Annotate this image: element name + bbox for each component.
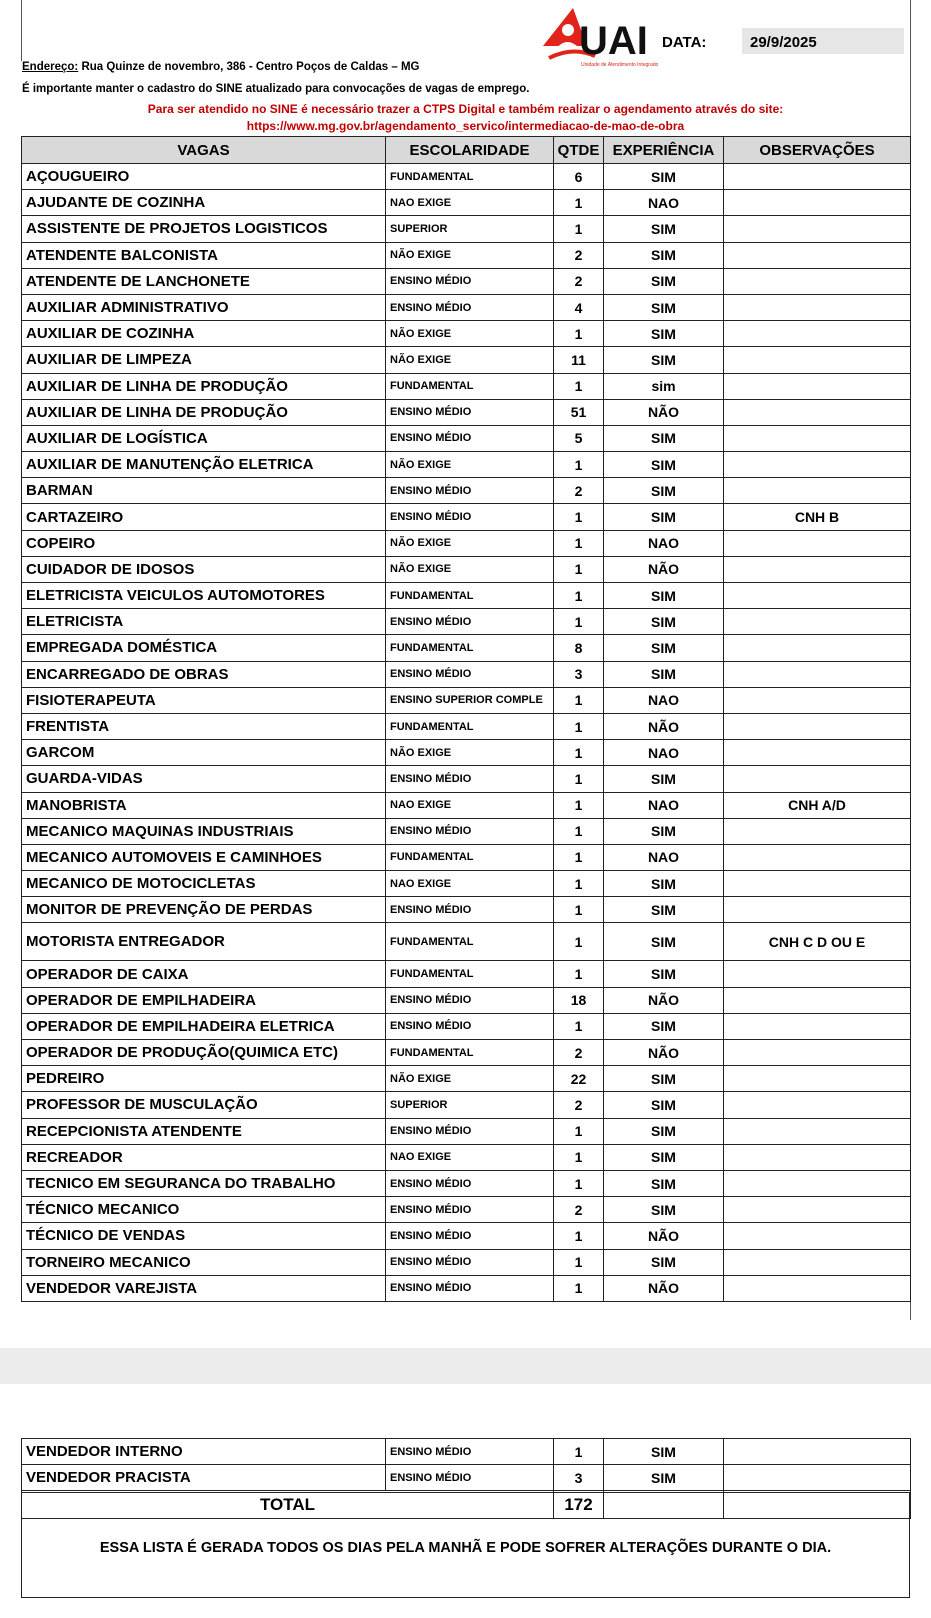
education-cell: NÃO EXIGE <box>386 740 554 766</box>
experience-cell: SIM <box>604 478 724 504</box>
quantity-cell: 1 <box>554 609 604 635</box>
education-cell: ENSINO MÉDIO <box>386 1275 554 1301</box>
education-cell: NÃO EXIGE <box>386 556 554 582</box>
observations-cell <box>724 1223 911 1249</box>
job-title-cell: TÉCNICO MECANICO <box>22 1197 386 1223</box>
observations-cell: CNH B <box>724 504 911 530</box>
job-title-cell: OPERADOR DE EMPILHADEIRA ELETRICA <box>22 1013 386 1039</box>
education-cell: SUPERIOR <box>386 1092 554 1118</box>
table-row <box>22 425 911 451</box>
jobs-table <box>21 136 911 1302</box>
job-title-cell: VENDEDOR VAREJISTA <box>22 1275 386 1301</box>
job-title-cell: AUXILIAR DE LOGÍSTICA <box>22 425 386 451</box>
education-cell: ENSINO MÉDIO <box>386 987 554 1013</box>
job-title-cell: BARMAN <box>22 478 386 504</box>
experience-cell: SIM <box>604 1439 724 1465</box>
education-cell: ENSINO MÉDIO <box>386 478 554 504</box>
observations-cell <box>724 190 911 216</box>
education-cell: NÃO EXIGE <box>386 530 554 556</box>
education-cell: NÃO EXIGE <box>386 347 554 373</box>
quantity-cell: 5 <box>554 425 604 451</box>
table-row <box>22 242 911 268</box>
quantity-cell: 1 <box>554 556 604 582</box>
education-cell: ENSINO MÉDIO <box>386 609 554 635</box>
observations-cell <box>724 268 911 294</box>
observations-cell <box>724 478 911 504</box>
total-value: 172 <box>554 1491 604 1519</box>
job-title-cell: RECREADOR <box>22 1144 386 1170</box>
experience-cell: SIM <box>604 1013 724 1039</box>
education-cell: ENSINO MÉDIO <box>386 504 554 530</box>
daily-update-note: ESSA LISTA É GERADA TODOS OS DIAS PELA MANHÃ E PODE SOFRER ALTERAÇÕES DURANTE O DIA. <box>99 1540 832 1556</box>
table-row <box>22 871 911 897</box>
observations-cell <box>724 321 911 347</box>
experience-cell: NÃO <box>604 1275 724 1301</box>
education-cell: FUNDAMENTAL <box>386 635 554 661</box>
table-row <box>22 1275 911 1301</box>
quantity-cell: 1 <box>554 1275 604 1301</box>
observations-cell <box>724 583 911 609</box>
experience-cell: SIM <box>604 504 724 530</box>
table-row <box>22 923 911 961</box>
quantity-cell: 1 <box>554 818 604 844</box>
table-row <box>22 1066 911 1092</box>
experience-cell: NÃO <box>604 556 724 582</box>
quantity-cell: 1 <box>554 504 604 530</box>
experience-cell: SIM <box>604 242 724 268</box>
experience-cell: NAO <box>604 844 724 870</box>
observations-cell <box>724 242 911 268</box>
job-title-cell: TECNICO EM SEGURANCA DO TRABALHO <box>22 1170 386 1196</box>
observations-cell <box>724 425 911 451</box>
job-title-cell: VENDEDOR INTERNO <box>22 1439 386 1465</box>
quantity-cell: 2 <box>554 478 604 504</box>
quantity-cell: 2 <box>554 1092 604 1118</box>
education-cell: NAO EXIGE <box>386 871 554 897</box>
experience-cell: SIM <box>604 216 724 242</box>
experience-cell: SIM <box>604 1118 724 1144</box>
experience-cell: NÃO <box>604 987 724 1013</box>
observations-cell <box>724 740 911 766</box>
quantity-cell: 1 <box>554 844 604 870</box>
observations-cell <box>724 661 911 687</box>
education-cell: NÃO EXIGE <box>386 452 554 478</box>
quantity-cell: 22 <box>554 1066 604 1092</box>
observations-cell <box>724 452 911 478</box>
experience-cell: SIM <box>604 897 724 923</box>
education-cell: ENSINO MÉDIO <box>386 897 554 923</box>
quantity-cell: 11 <box>554 347 604 373</box>
job-title-cell: ELETRICISTA <box>22 609 386 635</box>
observations-cell <box>724 556 911 582</box>
experience-cell: SIM <box>604 1197 724 1223</box>
table-header-row <box>22 137 911 164</box>
education-cell: FUNDAMENTAL <box>386 373 554 399</box>
table-row <box>22 321 911 347</box>
observations-cell <box>724 818 911 844</box>
table-row <box>22 452 911 478</box>
job-title-cell: EMPREGADA DOMÉSTICA <box>22 635 386 661</box>
date-value: 29/9/2025 <box>750 34 817 51</box>
observations-cell <box>724 713 911 739</box>
uai-person-logo-icon <box>543 6 661 70</box>
table-row <box>22 164 911 190</box>
quantity-cell: 1 <box>554 321 604 347</box>
job-title-cell: TORNEIRO MECANICO <box>22 1249 386 1275</box>
experience-cell: SIM <box>604 1465 724 1491</box>
job-title-cell: MONITOR DE PREVENÇÃO DE PERDAS <box>22 897 386 923</box>
header-observacoes: OBSERVAÇÕES <box>724 137 911 164</box>
education-cell: ENSINO MÉDIO <box>386 766 554 792</box>
experience-cell: SIM <box>604 609 724 635</box>
quantity-cell: 3 <box>554 1465 604 1491</box>
quantity-cell: 1 <box>554 1144 604 1170</box>
table-row <box>22 504 911 530</box>
education-cell: NÃO EXIGE <box>386 242 554 268</box>
education-cell: FUNDAMENTAL <box>386 961 554 987</box>
observations-cell <box>724 687 911 713</box>
job-title-cell: TÉCNICO DE VENDAS <box>22 1223 386 1249</box>
job-title-cell: ENCARREGADO DE OBRAS <box>22 661 386 687</box>
experience-cell: sim <box>604 373 724 399</box>
education-cell: ENSINO MÉDIO <box>386 1197 554 1223</box>
experience-cell: SIM <box>604 661 724 687</box>
warning-line: Para ser atendido no SINE é necessário trazer a CTPS Digital e também realizar o agendamento através do site: <box>147 102 784 116</box>
job-title-cell: AUXILIAR ADMINISTRATIVO <box>22 294 386 320</box>
note-box <box>21 1492 910 1598</box>
observations-cell <box>724 1170 911 1196</box>
table-row <box>22 347 911 373</box>
job-title-cell: AJUDANTE DE COZINHA <box>22 190 386 216</box>
table-row <box>22 478 911 504</box>
table-row <box>22 961 911 987</box>
table-row <box>22 1118 911 1144</box>
quantity-cell: 3 <box>554 661 604 687</box>
quantity-cell: 1 <box>554 766 604 792</box>
table-row <box>22 530 911 556</box>
observations-cell <box>724 766 911 792</box>
observations-cell <box>724 961 911 987</box>
page-border-left <box>21 0 22 61</box>
job-title-cell: MANOBRISTA <box>22 792 386 818</box>
education-cell: ENSINO MÉDIO <box>386 661 554 687</box>
experience-cell: SIM <box>604 321 724 347</box>
education-cell: ENSINO MÉDIO <box>386 1249 554 1275</box>
quantity-cell: 1 <box>554 961 604 987</box>
observations-cell <box>724 373 911 399</box>
table-row <box>22 1170 911 1196</box>
experience-cell: SIM <box>604 452 724 478</box>
education-cell: ENSINO MÉDIO <box>386 818 554 844</box>
quantity-cell: 1 <box>554 1249 604 1275</box>
observations-cell <box>724 1465 911 1491</box>
experience-cell: SIM <box>604 871 724 897</box>
job-title-cell: RECEPCIONISTA ATENDENTE <box>22 1118 386 1144</box>
experience-cell: SIM <box>604 1144 724 1170</box>
job-title-cell: ELETRICISTA VEICULOS AUTOMOTORES <box>22 583 386 609</box>
table-row <box>22 609 911 635</box>
table-row <box>22 818 911 844</box>
observations-cell <box>724 1118 911 1144</box>
page-break-gap <box>0 1348 931 1384</box>
table-row <box>22 1144 911 1170</box>
experience-cell: SIM <box>604 1092 724 1118</box>
education-cell: FUNDAMENTAL <box>386 713 554 739</box>
quantity-cell: 2 <box>554 242 604 268</box>
observations-cell <box>724 871 911 897</box>
observations-cell <box>724 1092 911 1118</box>
logo-text: UAI <box>579 19 648 63</box>
job-title-cell: OPERADOR DE PRODUÇÃO(QUIMICA ETC) <box>22 1040 386 1066</box>
job-title-cell: FRENTISTA <box>22 713 386 739</box>
table-row <box>22 1197 911 1223</box>
job-title-cell: GARCOM <box>22 740 386 766</box>
job-title-cell: MECANICO MAQUINAS INDUSTRIAIS <box>22 818 386 844</box>
table-row <box>22 399 911 425</box>
table-row <box>22 635 911 661</box>
experience-cell: NÃO <box>604 399 724 425</box>
experience-cell: SIM <box>604 818 724 844</box>
quantity-cell: 1 <box>554 1118 604 1144</box>
education-cell: NÃO EXIGE <box>386 321 554 347</box>
quantity-cell: 6 <box>554 164 604 190</box>
quantity-cell: 1 <box>554 216 604 242</box>
quantity-cell: 2 <box>554 268 604 294</box>
observations-cell <box>724 1013 911 1039</box>
job-title-cell: MOTORISTA ENTREGADOR <box>22 923 386 961</box>
quantity-cell: 18 <box>554 987 604 1013</box>
header-qtde: QTDE <box>554 137 604 164</box>
quantity-cell: 4 <box>554 294 604 320</box>
quantity-cell: 1 <box>554 713 604 739</box>
table-row <box>22 373 911 399</box>
observations-cell <box>724 1275 911 1301</box>
observations-cell <box>724 1197 911 1223</box>
education-cell: ENSINO MÉDIO <box>386 1439 554 1465</box>
quantity-cell: 2 <box>554 1040 604 1066</box>
experience-cell: SIM <box>604 635 724 661</box>
education-cell: ENSINO MÉDIO <box>386 1465 554 1491</box>
experience-cell: SIM <box>604 766 724 792</box>
job-title-cell: COPEIRO <box>22 530 386 556</box>
table-row <box>22 268 911 294</box>
observations-cell <box>724 347 911 373</box>
education-cell: FUNDAMENTAL <box>386 164 554 190</box>
experience-cell: NAO <box>604 740 724 766</box>
table-row <box>22 740 911 766</box>
job-title-cell: OPERADOR DE CAIXA <box>22 961 386 987</box>
table-row <box>22 583 911 609</box>
education-cell: FUNDAMENTAL <box>386 923 554 961</box>
table-row <box>22 792 911 818</box>
experience-cell: SIM <box>604 1066 724 1092</box>
experience-cell: SIM <box>604 347 724 373</box>
education-cell: ENSINO MÉDIO <box>386 399 554 425</box>
quantity-cell: 1 <box>554 190 604 216</box>
observations-cell <box>724 1144 911 1170</box>
education-cell: NÃO EXIGE <box>386 1066 554 1092</box>
quantity-cell: 1 <box>554 1223 604 1249</box>
table-row <box>22 987 911 1013</box>
experience-cell: SIM <box>604 961 724 987</box>
job-title-cell: CUIDADOR DE IDOSOS <box>22 556 386 582</box>
quantity-cell: 1 <box>554 452 604 478</box>
uai-logo <box>543 6 661 70</box>
address-label: Endereço: <box>22 61 79 73</box>
experience-cell: NAO <box>604 530 724 556</box>
table-row <box>22 1040 911 1066</box>
experience-cell: SIM <box>604 923 724 961</box>
education-cell: ENSINO MÉDIO <box>386 268 554 294</box>
job-title-cell: MECANICO AUTOMOVEIS E CAMINHOES <box>22 844 386 870</box>
observations-cell <box>724 1439 911 1465</box>
table-row <box>22 844 911 870</box>
job-title-cell: ATENDENTE BALCONISTA <box>22 242 386 268</box>
education-cell: ENSINO SUPERIOR COMPLE <box>386 687 554 713</box>
experience-cell: SIM <box>604 425 724 451</box>
observations-cell <box>724 609 911 635</box>
observations-cell <box>724 216 911 242</box>
experience-cell: SIM <box>604 164 724 190</box>
observations-cell: CNH A/D <box>724 792 911 818</box>
scheduling-link[interactable]: https://www.mg.gov.br/agendamento_servico/intermediacao-de-mao-de-obra <box>246 119 685 133</box>
experience-cell: SIM <box>604 268 724 294</box>
header-experiencia: EXPERIÊNCIA <box>604 137 724 164</box>
header-escolaridade: ESCOLARIDADE <box>386 137 554 164</box>
experience-cell: SIM <box>604 583 724 609</box>
quantity-cell: 1 <box>554 1439 604 1465</box>
quantity-cell: 1 <box>554 373 604 399</box>
table-row <box>22 661 911 687</box>
table-row <box>22 1439 911 1465</box>
education-cell: FUNDAMENTAL <box>386 1040 554 1066</box>
education-cell: FUNDAMENTAL <box>386 583 554 609</box>
education-cell: ENSINO MÉDIO <box>386 1013 554 1039</box>
observations-cell <box>724 635 911 661</box>
table-row <box>22 1465 911 1491</box>
observations-cell <box>724 164 911 190</box>
job-title-cell: AUXILIAR DE LINHA DE PRODUÇÃO <box>22 373 386 399</box>
quantity-cell: 1 <box>554 897 604 923</box>
job-title-cell: CARTAZEIRO <box>22 504 386 530</box>
table-row <box>22 1013 911 1039</box>
header-vagas: VAGAS <box>22 137 386 164</box>
experience-cell: NAO <box>604 792 724 818</box>
experience-cell: NÃO <box>604 1040 724 1066</box>
date-label: DATA: <box>662 34 707 51</box>
quantity-cell: 2 <box>554 1197 604 1223</box>
job-title-cell: MECANICO DE MOTOCICLETAS <box>22 871 386 897</box>
experience-cell: NÃO <box>604 1223 724 1249</box>
experience-cell: NÃO <box>604 713 724 739</box>
experience-cell: SIM <box>604 1249 724 1275</box>
quantity-cell: 8 <box>554 635 604 661</box>
job-title-cell: PEDREIRO <box>22 1066 386 1092</box>
job-title-cell: VENDEDOR PRACISTA <box>22 1465 386 1491</box>
observations-cell <box>724 1040 911 1066</box>
quantity-cell: 1 <box>554 1170 604 1196</box>
experience-cell: NAO <box>604 190 724 216</box>
experience-cell: NAO <box>604 687 724 713</box>
job-title-cell: GUARDA-VIDAS <box>22 766 386 792</box>
job-title-cell: AUXILIAR DE LINHA DE PRODUÇÃO <box>22 399 386 425</box>
education-cell: ENSINO MÉDIO <box>386 1118 554 1144</box>
observations-cell <box>724 530 911 556</box>
observations-cell <box>724 399 911 425</box>
observations-cell <box>724 1249 911 1275</box>
quantity-cell: 1 <box>554 1013 604 1039</box>
table-row <box>22 897 911 923</box>
table-row <box>22 190 911 216</box>
table-row <box>22 687 911 713</box>
education-cell: NAO EXIGE <box>386 1144 554 1170</box>
quantity-cell: 1 <box>554 923 604 961</box>
job-title-cell: ASSISTENTE DE PROJETOS LOGISTICOS <box>22 216 386 242</box>
table-row <box>22 766 911 792</box>
job-title-cell: PROFESSOR DE MUSCULAÇÃO <box>22 1092 386 1118</box>
observations-cell <box>724 987 911 1013</box>
quantity-cell: 1 <box>554 792 604 818</box>
education-cell: ENSINO MÉDIO <box>386 294 554 320</box>
address <box>22 61 420 73</box>
job-title-cell: AÇOUGUEIRO <box>22 164 386 190</box>
job-title-cell: ATENDENTE DE LANCHONETE <box>22 268 386 294</box>
table-row <box>22 1092 911 1118</box>
education-cell: ENSINO MÉDIO <box>386 1170 554 1196</box>
important-note: É importante manter o cadastro do SINE atualizado para convocações de vagas de emprego. <box>22 83 530 95</box>
table-row <box>22 713 911 739</box>
job-title-cell: OPERADOR DE EMPILHADEIRA <box>22 987 386 1013</box>
education-cell: FUNDAMENTAL <box>386 844 554 870</box>
quantity-cell: 1 <box>554 583 604 609</box>
experience-cell: SIM <box>604 294 724 320</box>
observations-cell <box>724 844 911 870</box>
table-row <box>22 294 911 320</box>
table-row <box>22 556 911 582</box>
observations-cell <box>724 1066 911 1092</box>
table-row <box>22 1249 911 1275</box>
total-label: TOTAL <box>22 1491 554 1519</box>
table-row <box>22 216 911 242</box>
education-cell: NAO EXIGE <box>386 190 554 216</box>
job-title-cell: FISIOTERAPEUTA <box>22 687 386 713</box>
job-title-cell: AUXILIAR DE MANUTENÇÃO ELETRICA <box>22 452 386 478</box>
education-cell: NAO EXIGE <box>386 792 554 818</box>
observations-cell: CNH C D OU E <box>724 923 911 961</box>
observations-cell <box>724 294 911 320</box>
address-text: Rua Quinze de novembro, 386 - Centro Poços de Caldas – MG <box>78 61 420 73</box>
logo-subtext: Unidade de Atendimento Integrado <box>581 62 659 68</box>
quantity-cell: 1 <box>554 740 604 766</box>
job-title-cell: AUXILIAR DE LIMPEZA <box>22 347 386 373</box>
job-title-cell: AUXILIAR DE COZINHA <box>22 321 386 347</box>
table-row <box>22 1223 911 1249</box>
education-cell: ENSINO MÉDIO <box>386 425 554 451</box>
quantity-cell: 51 <box>554 399 604 425</box>
quantity-cell: 1 <box>554 871 604 897</box>
education-cell: SUPERIOR <box>386 216 554 242</box>
quantity-cell: 1 <box>554 530 604 556</box>
education-cell: ENSINO MÉDIO <box>386 1223 554 1249</box>
observations-cell <box>724 897 911 923</box>
quantity-cell: 1 <box>554 687 604 713</box>
experience-cell: SIM <box>604 1170 724 1196</box>
